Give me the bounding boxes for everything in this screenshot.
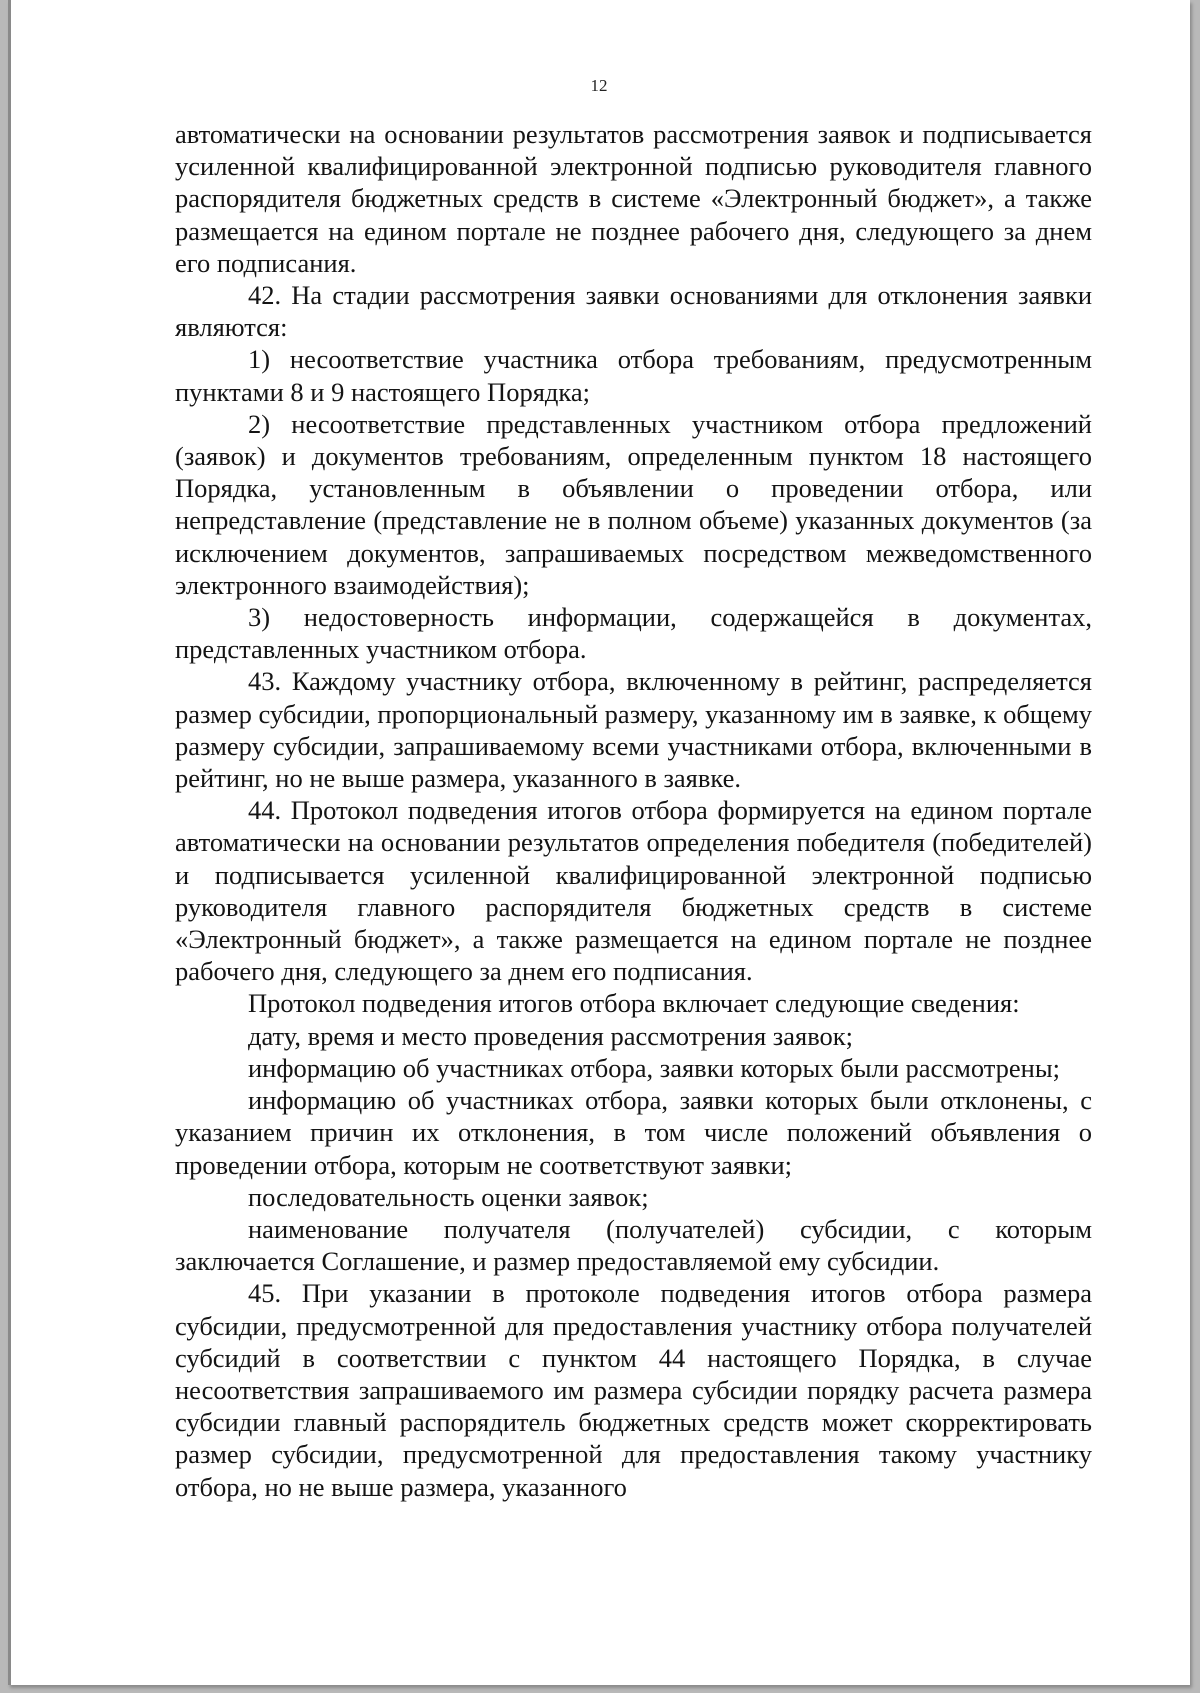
paragraph-clause-42-item-1: 1) несоответствие участника отбора требованиям, предусмотренным пунктами 8 и 9 настоящего Порядка; — [175, 344, 1092, 407]
paragraph-protocol-item-recipient: наименование получателя (получателей) субсидии, с которым заключается Соглашение, и размер предоставляемой ему субсидии. — [175, 1213, 1092, 1277]
page-edge-shadow — [8, 0, 11, 1685]
paragraph-clause-44: 44. Протокол подведения итогов отбора формируется на едином портале автоматически на основании результатов определения победителя (победителей) и подписывается усиленной квалифицированной электронной подписью руководителя главного распорядителя бюджетных средств в системе «Электронный бюджет», а также размещается на едином портале не позднее рабочего дня, следующего за днем его подписания. — [175, 795, 1092, 987]
paragraph-clause-43: 43. Каждому участнику отбора, включенному в рейтинг, распределяется размер субсидии, пропорциональный размеру, указанному им в заявке, к общему размеру субсидии, запрашиваемому всеми участниками отбора, включенными в рейтинг, но не выше размера, указанного в заявке. — [175, 666, 1092, 794]
paragraph-clause-42: 42. На стадии рассмотрения заявки основаниями для отклонения заявки являются: — [175, 280, 1092, 343]
document-body — [175, 118, 1092, 1503]
paragraph-protocol-item-rejected: информацию об участниках отбора, заявки которых были отклонены, с указанием причин их отклонения, в том числе положений объявления о проведении отбора, которым не соответствуют заявки; — [175, 1085, 1092, 1180]
paragraph-clause-42-item-3: 3) недостоверность информации, содержащейся в документах, представленных участником отбора. — [175, 602, 1092, 665]
paragraph-clause-45: 45. При указании в протоколе подведения итогов отбора размера субсидии, предусмотренной для предоставления участнику отбора получателей субсидий в соответствии с пунктом 44 настоящего Порядка, в случае несоответствия запрашиваемого им размера субсидии порядку расчета размера субсидии главный распорядитель бюджетных средств может скорректировать размер субсидии, предусмотренной для предоставления такому участнику отбора, но не выше размера, указанного — [175, 1278, 1092, 1502]
page-number: 12 — [590, 76, 608, 95]
paragraph-continuation: автоматически на основании результатов рассмотрения заявок и подписывается усиленной квалифицированной электронной подписью руководителя главного распорядителя бюджетных средств в системе «Электронный бюджет», а также размещается на едином портале не позднее рабочего дня, следующего за днем его подписания. — [175, 119, 1092, 278]
document-page — [8, 0, 1190, 1685]
paragraph-protocol-item-sequence: последовательность оценки заявок; — [248, 1181, 649, 1212]
paragraph-protocol-contents: Протокол подведения итогов отбора включает следующие сведения: — [248, 988, 1020, 1019]
paragraph-protocol-item-reviewed: информацию об участниках отбора, заявки которых были рассмотрены; — [248, 1052, 1061, 1083]
paragraph-clause-42-item-2: 2) несоответствие представленных участником отбора предложений (заявок) и документов требованиям, определенным пунктом 18 настоящего Порядка, установленным в объявлении о проведении отбора, или непредставление (представление не в полном объеме) указанных документов (за исключением документов, запрашиваемых посредством межведомственного электронного взаимодействия); — [175, 408, 1092, 600]
paragraph-protocol-item-date: дату, время и место проведения рассмотрения заявок; — [248, 1020, 854, 1051]
